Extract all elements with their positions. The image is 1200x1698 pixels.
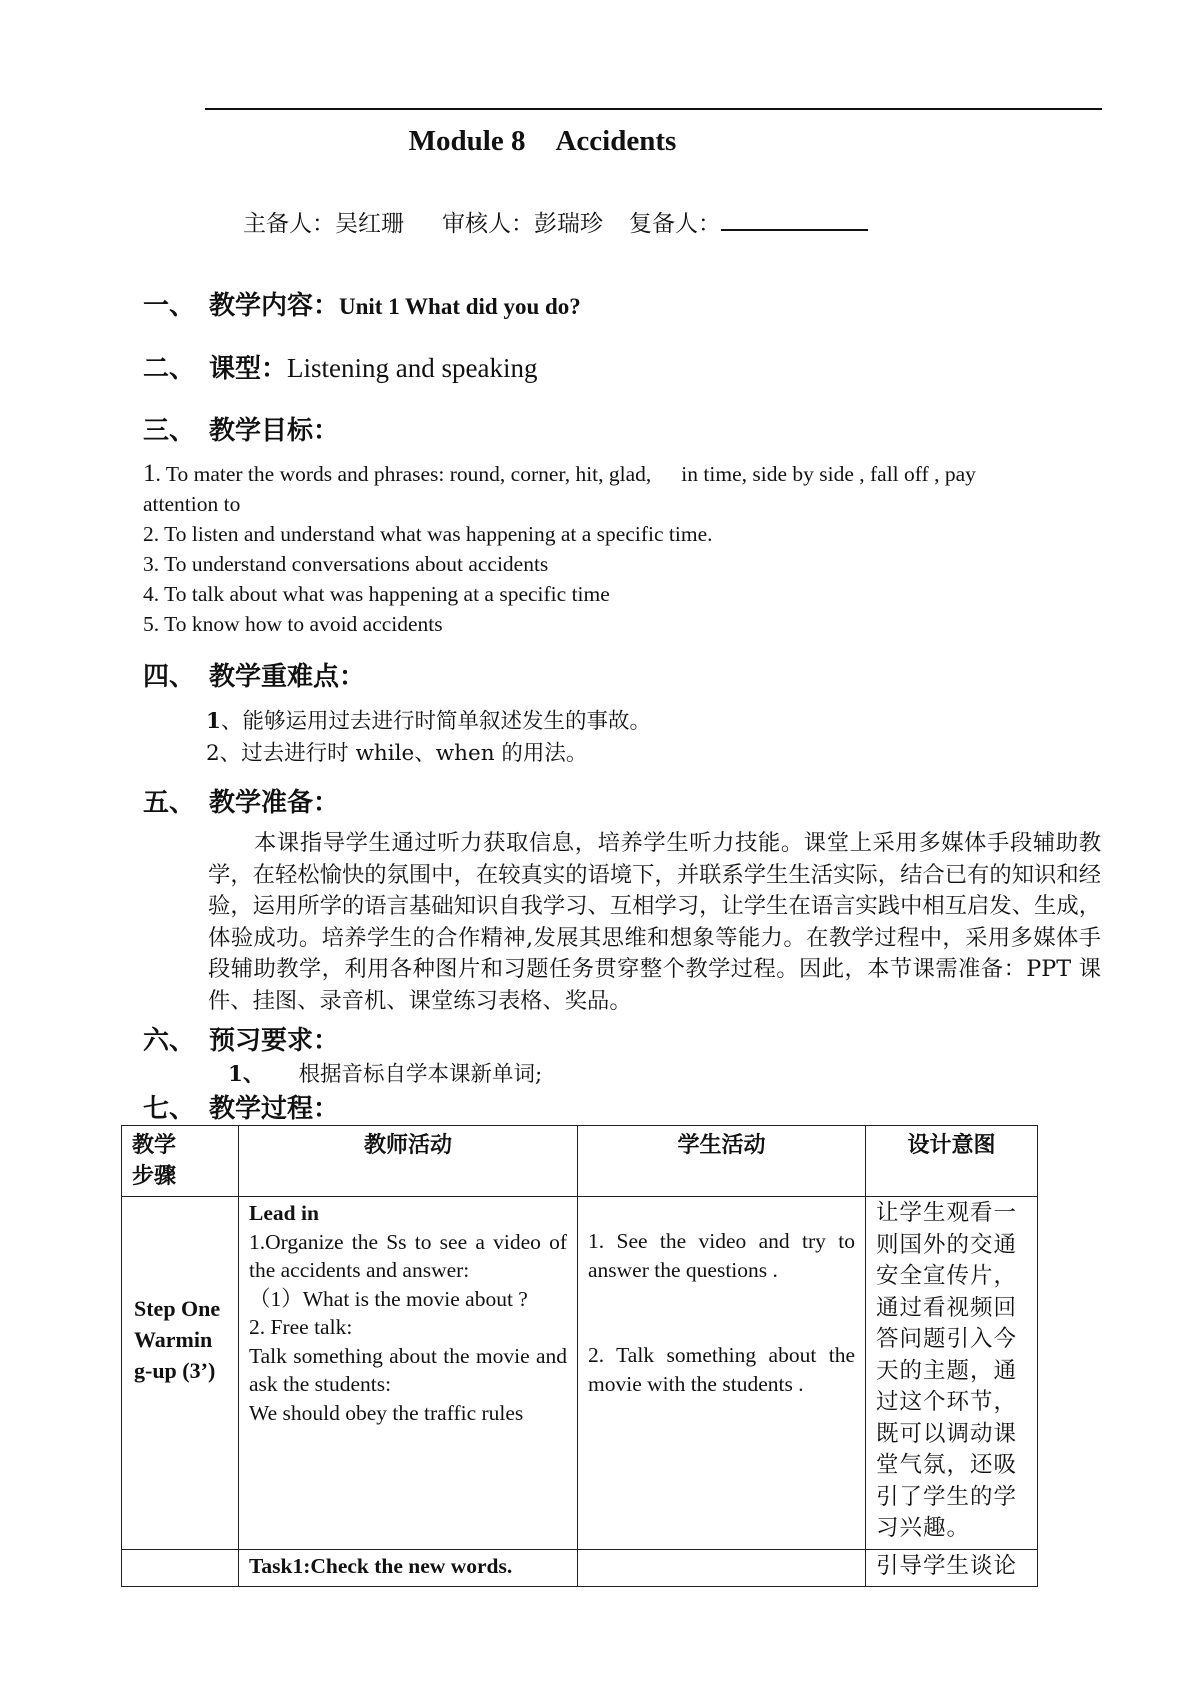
section-objectives	[143, 410, 339, 447]
section-heading: 教学过程：	[209, 1094, 340, 1124]
section-value: Unit 1 What did you do?	[339, 294, 581, 319]
teacher-activity-cell	[239, 1197, 578, 1550]
teacher-activity-cell: Task1:Check the new words.	[239, 1549, 578, 1587]
teacher-line: （1）What is the movie about ?	[249, 1286, 528, 1311]
section-number: 六、	[143, 1026, 196, 1056]
teaching-process-table	[121, 1125, 1038, 1587]
section-key-points	[143, 656, 365, 693]
reviewer: 审核人：彭瑞珍	[442, 211, 603, 237]
preparation-text: 本课指导学生通过听力获取信息，培养学生听力技能。课堂上采用多媒体手段辅助教学，在轻松愉快的氛围中，在较真实的语境下，并联系学生生活实际，结合已有的知识和经验，运用所学的语言基础知识自我学习、互相学习，让学生在语言实践中相互启发、生成，体验成功。培养学生的合作精神,发展其思维和想象等能力。在教学过程中，采用多媒体手段辅助教学，利用各种图片和习题任务贯穿整个教学过程。因此，本节课需准备：PPT 课件、挂图、录音机、课堂练习表格、奖品。	[208, 830, 1101, 1014]
section-heading: 教学内容：	[209, 291, 340, 321]
preview-text: 根据音标自学本课新单词;	[298, 1062, 543, 1087]
objective-1-wrap: attention to	[143, 492, 241, 516]
section-number: 二、	[143, 354, 196, 384]
table-row	[122, 1549, 1038, 1587]
section-value: Listening and speaking	[287, 353, 538, 383]
student-activity-cell	[578, 1549, 866, 1587]
objective-3: 3. To understand conversations about accidents	[143, 552, 549, 576]
header-step-l1: 教学	[132, 1132, 177, 1158]
section-number: 四、	[143, 662, 196, 692]
teacher-line: 2. Free talk:	[249, 1315, 353, 1339]
preview-item-1	[228, 1057, 542, 1088]
top-rule	[205, 108, 1102, 110]
table-header-row	[122, 1126, 1038, 1197]
objective-2: 2. To listen and understand what was happening at a specific time.	[143, 522, 713, 546]
section-heading: 教学准备：	[209, 788, 340, 818]
section-preview	[143, 1020, 339, 1057]
section-process	[143, 1088, 339, 1125]
section-lesson-type	[143, 348, 537, 385]
section-number: 七、	[143, 1094, 196, 1124]
page-title	[0, 125, 1085, 158]
objective-5: 5. To know how to avoid accidents	[143, 612, 443, 636]
title-name: Accidents	[555, 125, 677, 157]
teacher-line: Lead in	[249, 1201, 319, 1225]
key-point-number: 1	[206, 709, 221, 734]
author-line	[243, 205, 868, 238]
title-module: Module 8	[408, 125, 526, 157]
key-point-text: 、能够运用过去进行时简单叙述发生的事故。	[220, 709, 651, 734]
student-activity-cell	[578, 1197, 866, 1550]
objective-text-cont: in time, side by side , fall off , pay	[681, 462, 976, 486]
co-preparer-blank	[721, 209, 868, 231]
header-intent: 设计意图	[866, 1126, 1038, 1197]
section-number: 三、	[143, 416, 196, 446]
step-cell	[122, 1549, 239, 1587]
table-row	[122, 1197, 1038, 1550]
step-label	[132, 1293, 234, 1386]
section-heading: 预习要求：	[209, 1026, 340, 1056]
step-label-l1: Step One	[134, 1296, 221, 1322]
header-step-l2: 步骤	[132, 1163, 177, 1189]
objective-4: 4. To talk about what was happening at a specific time	[143, 582, 610, 606]
key-point-2: 2、过去进行时 while、when 的用法。	[206, 741, 588, 766]
step-label-l2: Warmin	[134, 1327, 213, 1353]
objective-number: 1	[143, 460, 156, 487]
objective-1	[143, 460, 976, 488]
preparer: 主备人：吴红珊	[243, 211, 404, 237]
objective-text: . To mater the words and phrases: round, corner, hit, glad,	[155, 462, 652, 486]
key-point-1	[206, 704, 651, 735]
intent-cell: 引导学生谈论	[866, 1549, 1038, 1587]
teacher-line: Talk something about the movie and ask the students:	[249, 1343, 567, 1396]
co-preparer: 复备人：	[629, 211, 721, 237]
section-content	[143, 285, 581, 322]
section-number: 一、	[143, 291, 196, 321]
teacher-line: We should obey the traffic rules	[249, 1400, 524, 1425]
section-heading: 教学目标：	[209, 416, 340, 446]
header-step	[122, 1126, 239, 1197]
preparation-paragraph	[208, 828, 1101, 1018]
section-preparation	[143, 782, 339, 819]
preview-number: 1、	[228, 1062, 265, 1087]
section-heading: 教学重难点：	[209, 662, 366, 692]
step-label-l3: g-up (3’)	[134, 1358, 216, 1384]
teacher-line: 1.Organize the Ss to see a video of the accidents and answer:	[249, 1229, 567, 1282]
header-student: 学生活动	[578, 1126, 866, 1197]
intent-cell: 让学生观看一则国外的交通安全宣传片，通过看视频回答问题引入今天的主题，通过这个环节，既可以调动课堂气氛，还吸引了学生的学习兴趣。	[866, 1197, 1038, 1550]
section-heading: 课型：	[209, 354, 288, 384]
student-line: 2. Talk something about the movie with the students .	[588, 1343, 855, 1396]
step-cell	[122, 1197, 239, 1550]
section-number: 五、	[143, 788, 196, 818]
header-teacher: 教师活动	[239, 1126, 578, 1197]
student-line: 1. See the video and try to answer the questions .	[588, 1229, 855, 1282]
